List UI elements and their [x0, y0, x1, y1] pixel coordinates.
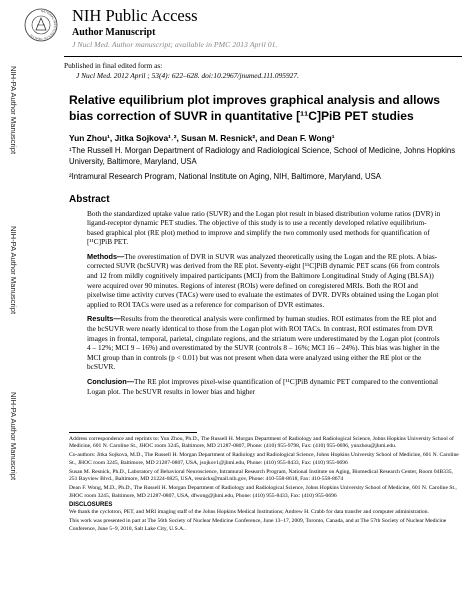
sidebar-label-bottom: NIH-PA Author Manuscript — [9, 392, 18, 481]
results-label: Results— — [87, 314, 121, 324]
footnote-wong: Dean F. Wong, M.D., Ph.D., The Russell H. Morgan Department of Radiology and Radiological Science, Johns Hopkins University School of Medicine, 601 N. Caroline St., JHOC room 3245, Baltimore, MD 21287-0807, USA, dfwong@jhmi.edu, Phone: (410) 955-8433, Fax: (410) 955-0696 — [69, 485, 457, 499]
sidebar-label-middle: NIH-PA Author Manuscript — [9, 226, 18, 315]
header-citation: J Nucl Med. Author manuscript; available in PMC 2013 April 01. — [72, 40, 278, 49]
footnote-divider — [69, 432, 197, 433]
header-divider — [64, 56, 462, 57]
author-list: Yun Zhou¹, Jitka Sojkova¹˒², Susan M. Resnick², and Dean F. Wong¹ — [69, 133, 335, 143]
methods-text: The overestimation of DVR in SUVR was analyzed theoretically using the Logan and the RE plots. A bias-corrected SUVR (bcSUVR) was derived from the RE plot. Seventy-eight [¹¹C]PiB dynamic PET scans (66 from controls and 12 from mildly cognitively impaired participants (MCI) from the Baltimore Longitudinal Study of Aging (BLSA)) were acquired over 90 minutes. Regions of interest (ROIs) were defined on coregistered MRIs. Both the ROI and pixelwise time activity curves (TACs) were used to evaluate the estimates of DVR. DVRs obtained using the Logan plot applied to ROI TACs were used as a reference for comparison of DVR estimates. — [87, 251, 440, 309]
footnote-correspondence: Address correspondence and reprints to: Yun Zhou, Ph.D., The Russell H. Morgan Department of Radiology and Radiological Science, Johns Hopkins University School of Medicine, 601 N. Caroline St., JHOC room 3245, Baltimore, MD 21287-0807, Phone: (410) 955-9798, Fax: (410) 955-0696, yunzhou@jhmi.edu. — [69, 436, 454, 450]
abstract — [87, 209, 443, 397]
header-subtitle: Author Manuscript — [72, 27, 156, 38]
publication-line-2: J Nucl Med. 2012 April ; 53(4): 622–628. doi:10.2967/jnumed.111.095927. — [76, 71, 299, 80]
affiliation-1: ¹The Russell H. Morgan Department of Radiology and Radiological Science, School of Medicine, Johns Hopkins University, Baltimore, Maryland, USA — [69, 146, 456, 166]
conclusion-label: Conclusion— — [87, 377, 135, 386]
logo-ring-text: NATIONAL INSTITUTES OF HEALTH — [29, 8, 58, 42]
disclosures-heading: DISCLOSURES — [69, 502, 113, 509]
sidebar — [0, 0, 40, 613]
header-title: NIH Public Access — [72, 6, 198, 25]
footnote-resnick: Susan M. Resnick, Ph.D., Laboratory of Behavioral Neuroscience, Intramural Research Program, National Institute on Aging, Biomedical Research Center, Room 04B335, 251 Bayview Blvd., Baltimore, MD 21224-6825, USA, resnicks@mail.nih.gov, Phone: 410-558-8618, Fax: 410-558-8674 — [69, 468, 453, 483]
sidebar-label-top: NIH-PA Author Manuscript — [9, 66, 18, 155]
affiliation-2: ²Intramural Research Program, National Institute on Aging, NIH, Baltimore, Maryland, USA — [69, 172, 382, 181]
publication-line-1: Published in final edited form as: — [64, 61, 163, 70]
abstract-methods — [87, 252, 443, 310]
nih-logo — [24, 8, 58, 42]
abstract-intro: Both the standardized uptake value ratio (SUVR) and the Logan plot result in biased distribution volume ratios (DVR) in ligand-receptor dynamic PET studies. The objective of this study is to use a recently developed relative equilibrium-based graphical plot (RE plot) method to improve and simplify the two commonly used methods for quantification of [¹¹C]PiB PET. — [87, 208, 441, 247]
header — [72, 7, 462, 50]
methods-label: Methods— — [87, 251, 125, 261]
results-text: Results from the theoretical analysis were confirmed by human studies. ROI estimates from the RE plot and the bcSUVR were nearly identical to those from the Logan plot with ROI TACs. In contrast, ROI estimates from DVR images in frontal, temporal, parietal, cingulate regions, and the striatum were underestimated by the Logan plot (controls 4 – 12%; MCI 9 – 16%) and overestimated by the SUVR (controls 8 – 16%; MCI 16 – 24%). This bias was higher in the MCI group than in controls (p < 0.01) but was not present when data were analyzed using either the RE plot or the bcSUVR. — [87, 314, 440, 372]
article-title: Relative equilibrium plot improves graphical analysis and allows bias correction of SUVR in quantitative [¹¹C]PiB PET studies — [69, 93, 440, 123]
conclusion-text: The RE plot improves pixel-wise quantification of [¹¹C]PiB dynamic PET compared to the conventional Logan plot. The bcSUVR results in lower bias and higher — [87, 377, 438, 396]
footnote-coauthors: Co-authors: Jitka Sojkova, M.D., The Russell H. Morgan Department of Radiology and Radiological Science, Johns Hopkins University School of Medicine, 601 N. Caroline St., JHOC room 3245, Baltimore, MD 21287-0807, USA, jsojkov1@jhmi.edu, Phone: (410) 955-8433, Fax: (410) 955-0696 — [69, 452, 459, 466]
abstract-results — [87, 314, 443, 372]
footnote-disclosures: We thank the cyclotron, PET, and MRI imaging staff of the Johns Hopkins Medical Institutions; Andrew H. Crabb for data transfer and computer administration. — [69, 509, 429, 516]
article — [69, 92, 461, 401]
footnote-presented: This work was presented in part at The 56th Society of Nuclear Medicine Conference, June 13–17, 2009, Toronto, Canada, and at The 57th Society of Nuclear Medicine Conference, June 5–9, 2010, Salt Lake City, U.S.A.. — [69, 518, 447, 532]
publication-info — [64, 61, 464, 81]
abstract-heading: Abstract — [69, 193, 110, 205]
footnotes — [69, 432, 461, 535]
abstract-conclusion — [87, 377, 443, 396]
